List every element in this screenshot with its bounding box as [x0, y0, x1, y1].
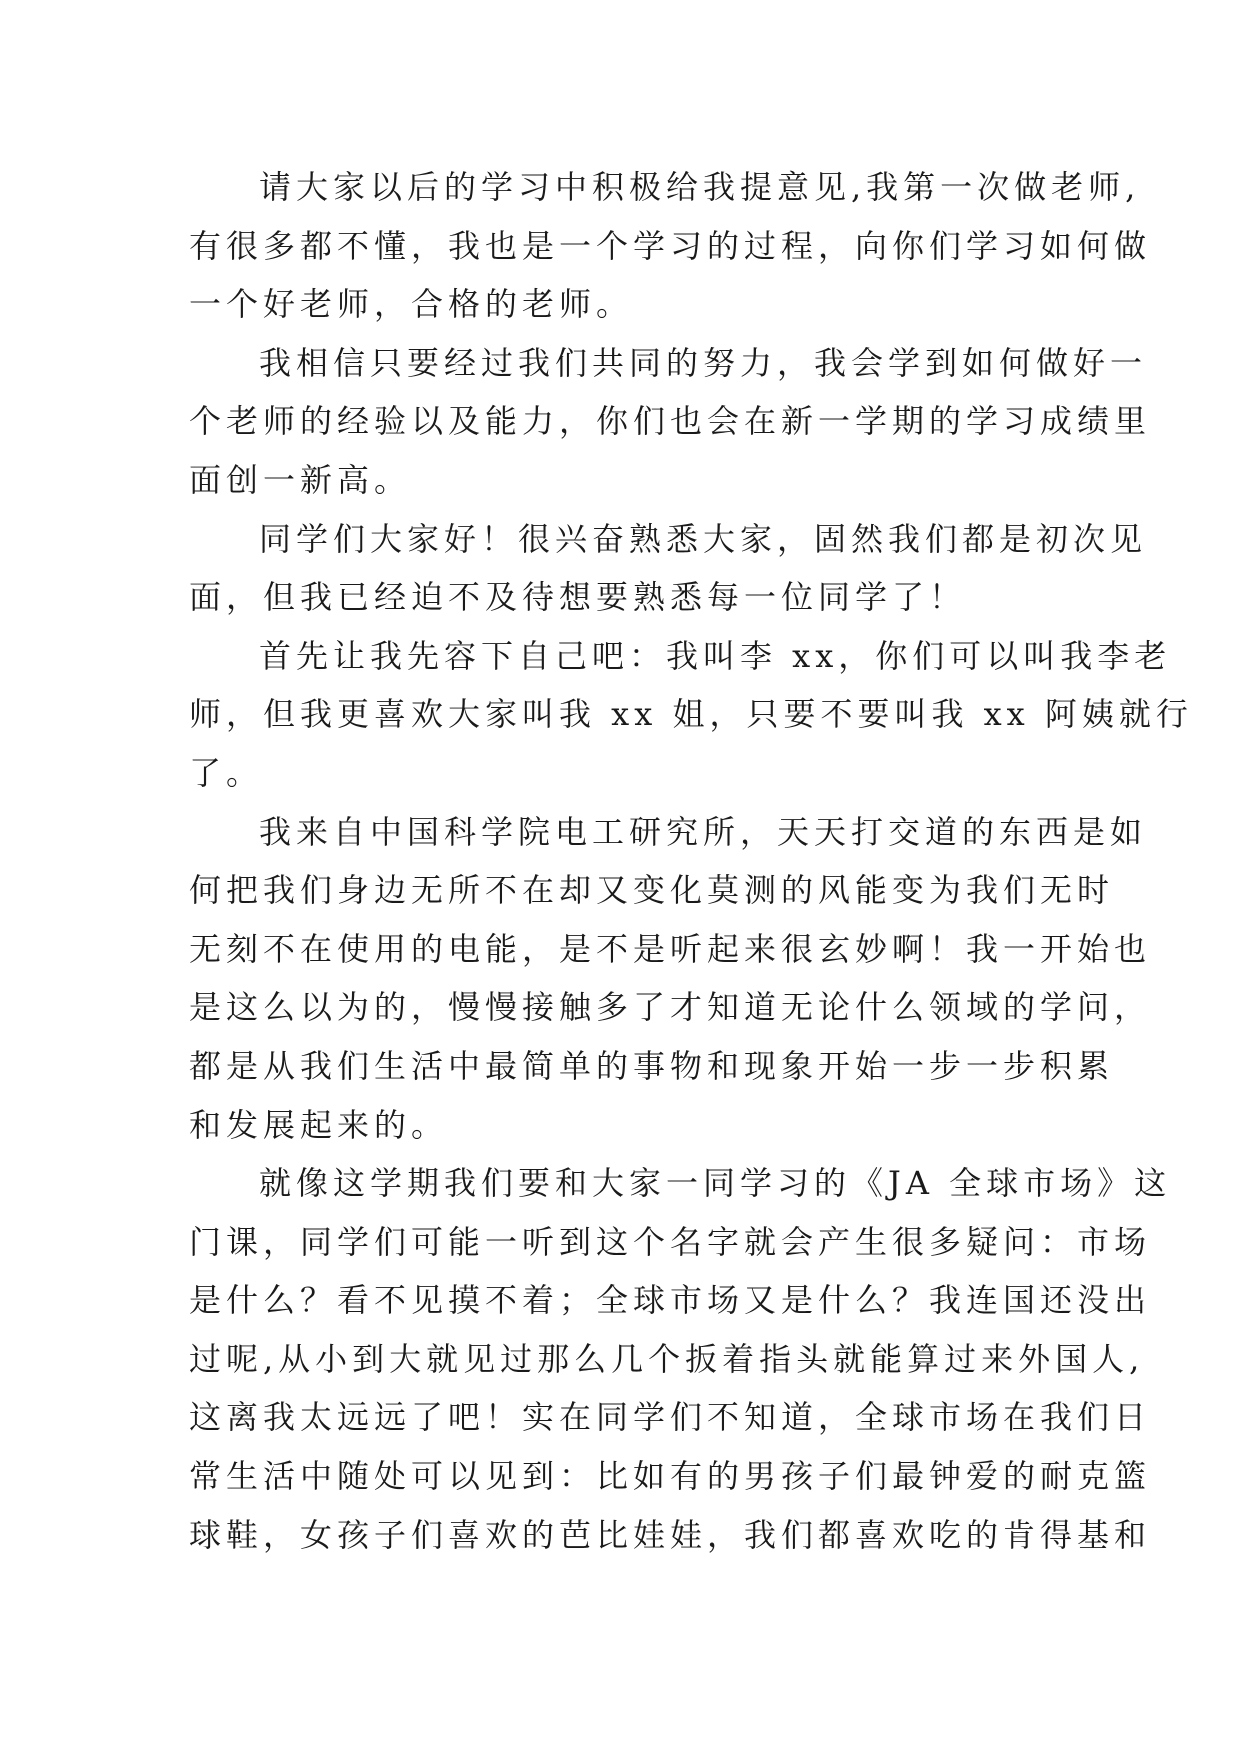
text-line: 就像这学期我们要和大家一同学习的《JA 全球市场》这 [259, 1164, 1172, 1203]
text-line: 我来自中国科学院电工研究所，天天打交道的东西是如 [259, 812, 1148, 851]
text-line: 无刻不在使用的电能，是不是听起来很玄妙啊！我一开始也 [189, 929, 1152, 968]
text-line: 我相信只要经过我们共同的努力，我会学到如何做好一 [259, 343, 1148, 382]
text-line: 这离我太远远了吧！实在同学们不知道，全球市场在我们日 [189, 1398, 1152, 1437]
text-line: 球鞋，女孩子们喜欢的芭比娃娃，我们都喜欢吃的肯得基和 [189, 1515, 1152, 1554]
text-line: 是什么？看不见摸不着；全球市场又是什么？我连国还没出 [189, 1281, 1152, 1320]
text-line: 常生活中随处可以见到：比如有的男孩子们最钟爱的耐克篮 [189, 1457, 1152, 1496]
text-line: 了。 [189, 753, 264, 792]
text-line: 面，但我已经迫不及待想要熟悉每一位同学了！ [189, 578, 967, 617]
text-line: 请大家以后的学习中积极给我提意见,我第一次做老师, [259, 168, 1141, 206]
text-line: 同学们大家好！很兴奋熟悉大家，固然我们都是初次见 [259, 519, 1148, 558]
text-line: 面创一新高。 [189, 460, 412, 499]
text-line: 个老师的经验以及能力，你们也会在新一学期的学习成绩里 [189, 402, 1152, 441]
text-line: 一个好老师，合格的老师。 [189, 285, 634, 324]
text-line: 何把我们身边无所不在却又变化莫测的风能变为我们无时 [189, 871, 1115, 910]
text-line: 首先让我先容下自己吧：我叫李 xx，你们可以叫我李老 [259, 636, 1172, 675]
text-line: 和发展起来的。 [189, 1105, 449, 1144]
text-line: 过呢,从小到大就见过那么几个扳着指头就能算过来外国人, [189, 1339, 1145, 1378]
text-line: 是这么以为的，慢慢接触多了才知道无论什么领域的学问， [189, 988, 1152, 1027]
text-line: 都是从我们生活中最简单的事物和现象开始一步一步积累 [189, 1046, 1115, 1085]
text-line: 有很多都不懂，我也是一个学习的过程，向你们学习如何做 [189, 226, 1152, 265]
text-line: 师，但我更喜欢大家叫我 xx 姐，只要不要叫我 xx 阿姨就行 [189, 695, 1193, 734]
text-line: 门课，同学们可能一听到这个名字就会产生很多疑问：市场 [189, 1222, 1152, 1261]
document-body [189, 158, 1193, 1564]
